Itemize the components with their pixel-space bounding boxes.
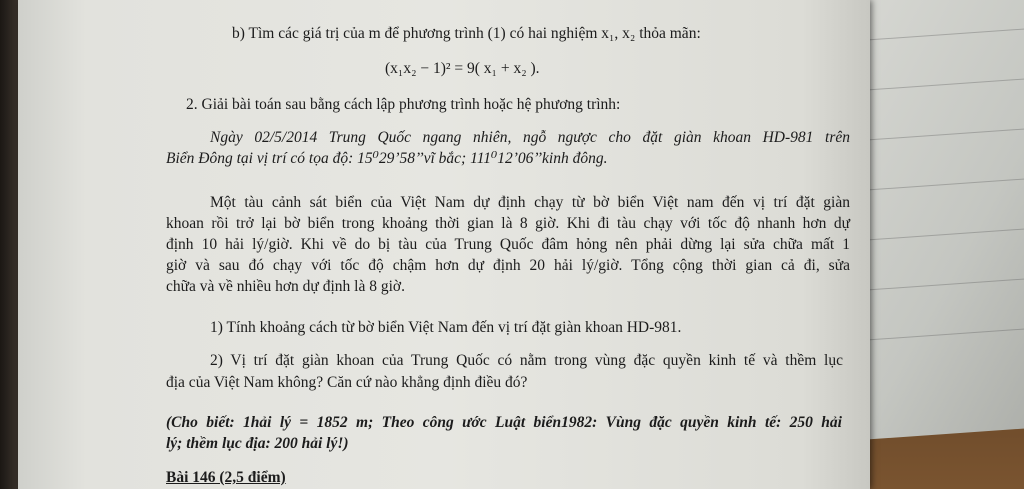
- note-line-2: lý; thềm lục địa: 200 hải lý!): [166, 435, 349, 452]
- document-page: [18, 0, 870, 489]
- paragraph-problem-line-1: Một tàu cảnh sát biển của Việt Nam dự định chạy từ bờ biển Việt nam đến vị trí đặt giàn: [210, 194, 850, 211]
- background-sheet: [860, 0, 1024, 440]
- paragraph-problem-line-5: chữa và về nhiều hơn dự định là 8 giờ.: [166, 278, 405, 295]
- question-1: 1) Tính khoảng cách từ bờ biển Việt Nam đến vị trí đặt giàn khoan HD-981.: [210, 319, 682, 336]
- exercise-heading: Bài 146 (2,5 điểm): [166, 469, 286, 486]
- question-2-line-2: địa của Việt Nam không? Căn cứ nào khẳng định điều đó?: [166, 374, 528, 391]
- paragraph-problem-line-4: giờ và sau đó chạy với tốc độ chậm hơn dự định 20 hải lý/giờ. Tổng cộng thời gian cả đi, sửa: [166, 257, 850, 274]
- paragraph-context-line-2: Biển Đông tại vị trí có tọa độ: 15⁰29’58’’vĩ bắc; 111⁰12’06’’kinh đông.: [166, 150, 608, 167]
- desk-left-edge: [0, 0, 18, 489]
- paragraph-problem-line-3: định 10 hải lý/giờ. Khi về do bị tàu của Trung Quốc đâm hỏng nên phải dừng lại sửa chữa mất 1: [166, 236, 850, 253]
- note-line-1: (Cho biết: 1hải lý = 1852 m; Theo công ước Luật biển1982: Vùng đặc quyền kinh tế: 250 hải: [166, 414, 842, 431]
- paragraph-problem-line-2: khoan rồi trở lại bờ biển trong khoảng thời gian là 8 giờ. Khi đi tàu chạy với tốc độ nhanh hơn dự: [166, 215, 850, 232]
- part-b-question: b) Tìm các giá trị của m để phương trình (1) có hai nghiệm x₁, x₂ thỏa mãn:: [232, 25, 701, 42]
- question-2-line-1: 2) Vị trí đặt giàn khoan của Trung Quốc có nằm trong vùng đặc quyền kinh tế và thềm lục: [210, 352, 843, 369]
- paragraph-context-line-1: Ngày 02/5/2014 Trung Quốc ngang nhiên, ngỗ ngược cho đặt giàn khoan HD-981 trên: [210, 129, 850, 146]
- equation: (x₁x₂ − 1)² = 9( x₁ + x₂ ).: [385, 60, 540, 77]
- problem-2-heading: 2. Giải bài toán sau bằng cách lập phương trình hoặc hệ phương trình:: [186, 96, 621, 113]
